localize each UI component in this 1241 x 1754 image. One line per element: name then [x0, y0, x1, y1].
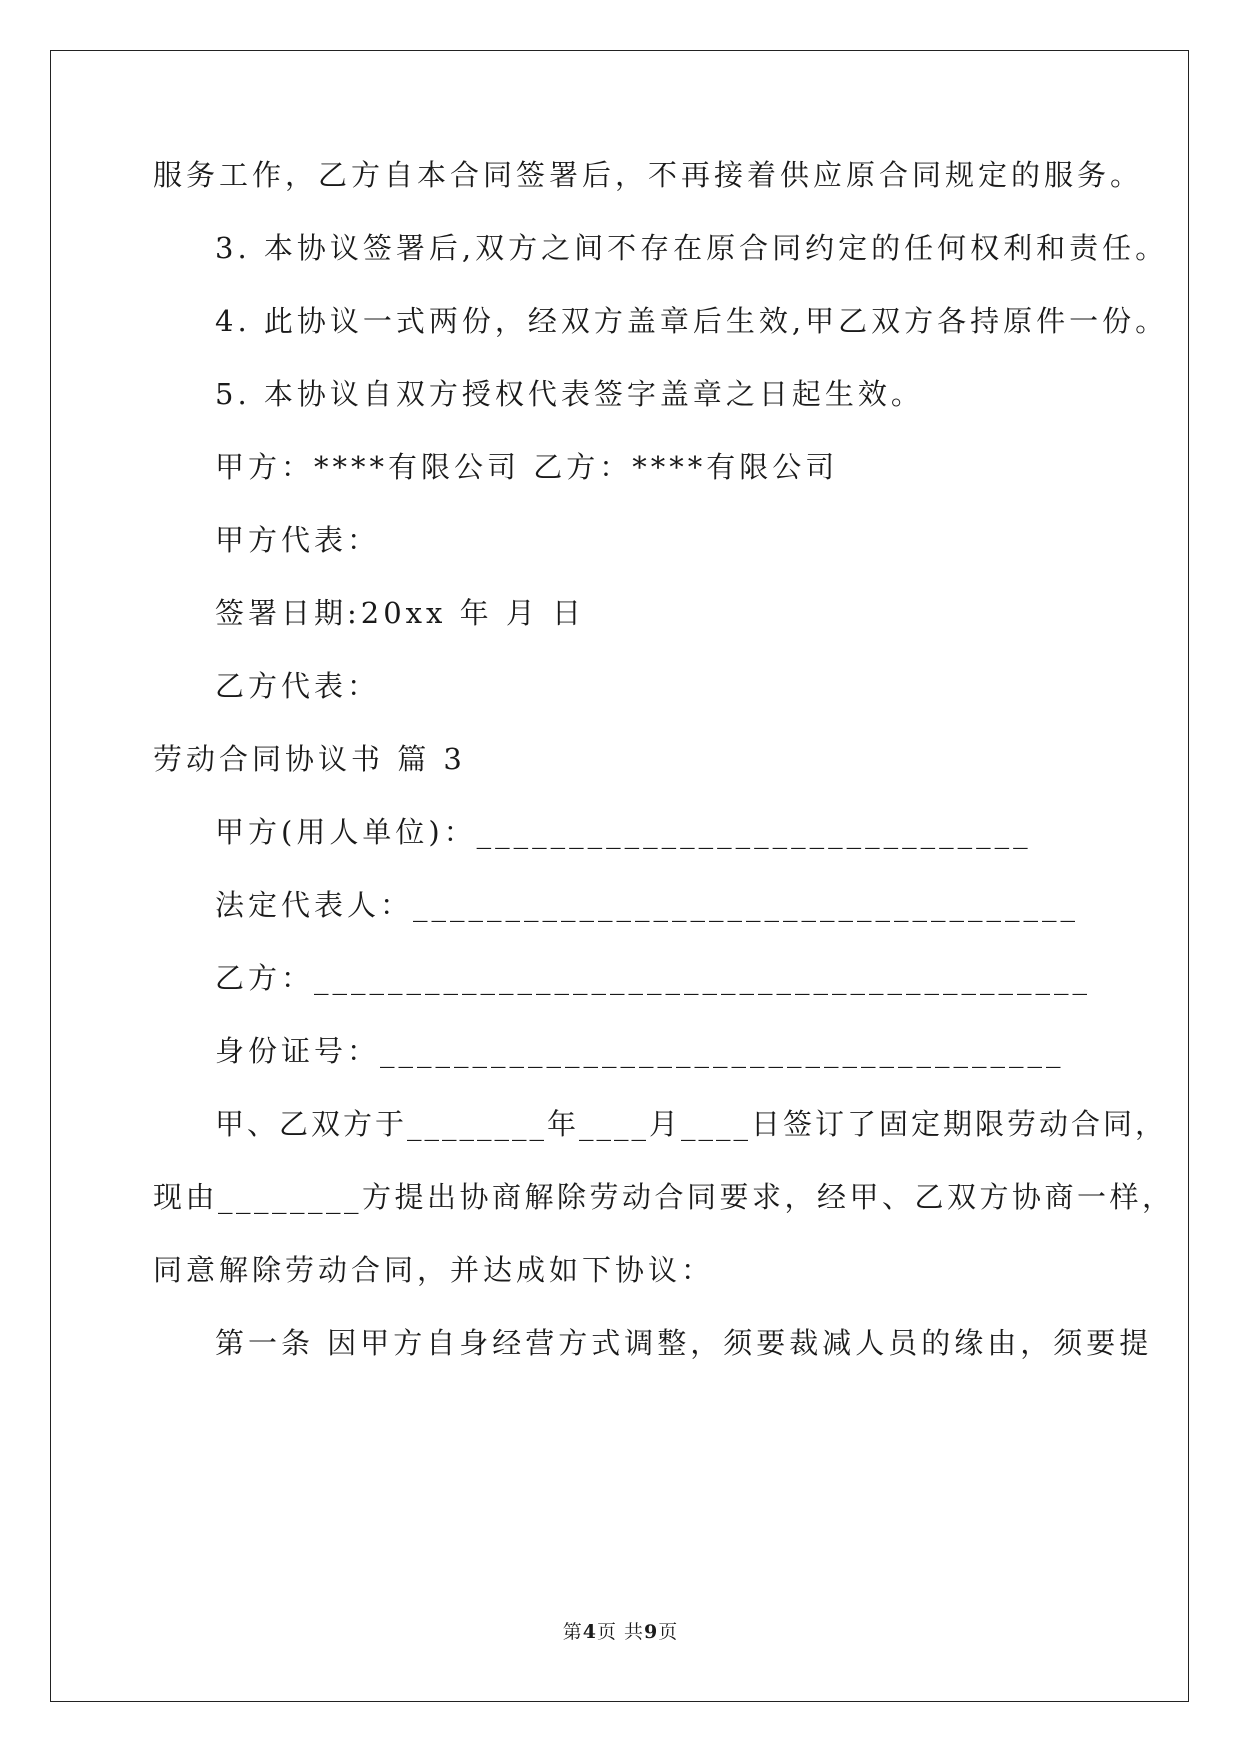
employer-field: 甲方(用人单位)：______________________________ [215, 815, 1032, 849]
party-b-representative: 乙方代表： [215, 669, 381, 703]
body-paragraph-line-1: 甲、乙双方于________年____月____日签订了固定期限劳动合同， [215, 1107, 1168, 1141]
body-line-1: 服务工作，乙方自本合同签署后，不再接着供应原合同规定的服务。 [153, 158, 1144, 192]
page-border [50, 50, 1189, 1702]
body-paragraph-line-3: 同意解除劳动合同，并达成如下协议： [153, 1253, 715, 1287]
current-page-number: 4 [582, 1621, 597, 1643]
signing-date: 签署日期:20xx 年 月 日 [215, 596, 586, 630]
section-heading: 劳动合同协议书 篇 3 [153, 742, 466, 776]
clause-5: 5. 本协议自双方授权代表签字盖章之日起生效。 [215, 377, 924, 411]
footer-suffix: 页 [658, 1621, 679, 1643]
total-page-number: 9 [644, 1621, 659, 1643]
body-paragraph-line-2: 现由________方提出协商解除劳动合同要求，经甲、乙双方协商一样， [153, 1180, 1175, 1214]
clause-3: 3. 本协议签署后,双方之间不存在原合同约定的任何权利和责任。 [215, 231, 1169, 265]
parties-line: 甲方：****有限公司 乙方：****有限公司 [215, 450, 839, 484]
id-number-field: 身份证号：_____________________________________ [215, 1034, 1065, 1068]
clause-4: 4. 此协议一式两份，经双方盖章后生效,甲乙双方各持原件一份。 [215, 304, 1169, 338]
footer-middle: 页 共 [596, 1621, 645, 1643]
legal-representative-field: 法定代表人：____________________________________ [215, 888, 1080, 922]
page-footer [0, 1617, 1241, 1644]
footer-prefix: 第 [562, 1621, 583, 1643]
party-b-field: 乙方：__________________________________________ [215, 961, 1092, 995]
party-a-representative: 甲方代表： [215, 523, 381, 557]
article-one: 第一条 因甲方自身经营方式调整，须要裁减人员的缘由，须要提 [215, 1326, 1153, 1360]
